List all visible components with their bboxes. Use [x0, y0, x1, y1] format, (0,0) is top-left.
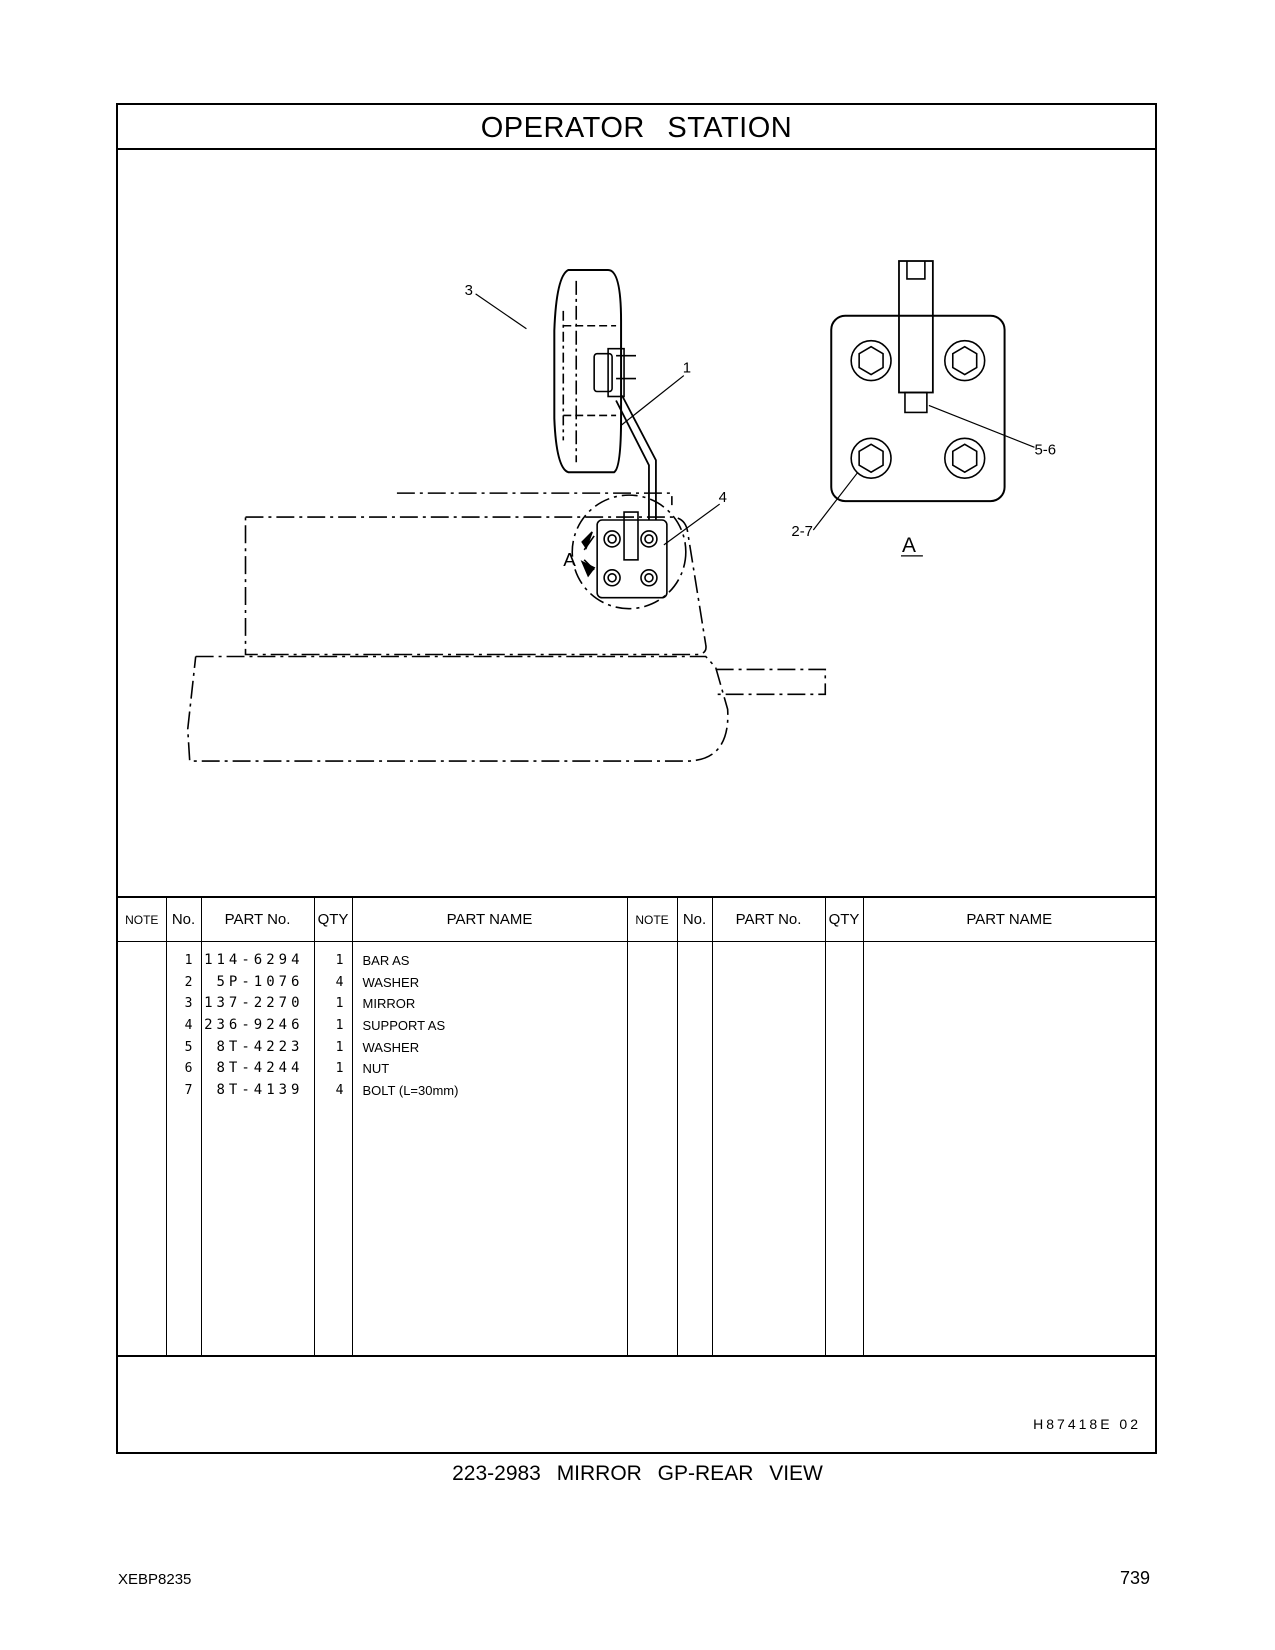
row-part-no: 5P-1076: [216, 973, 304, 990]
col-header-note-2: NOTE: [627, 897, 677, 942]
group-caption: 223-2983 MIRROR GP-REAR VIEW: [452, 1462, 823, 1485]
table-body-row: [118, 942, 1155, 1356]
row-part-name: WASHER: [362, 1039, 420, 1055]
view-a-label: A: [901, 533, 916, 557]
col-header-part-name: PART NAME: [352, 897, 627, 942]
row-no: 3: [184, 996, 193, 1012]
row-part-name: MIRROR: [362, 996, 416, 1012]
col-header-note: NOTE: [118, 897, 166, 942]
row-part-no: 8T-4244: [216, 1060, 304, 1077]
col-header-qty: QTY: [314, 897, 352, 942]
row-no: 5: [184, 1039, 193, 1055]
page-number: 739: [1120, 1568, 1151, 1588]
row-no: 6: [184, 1061, 193, 1077]
qty-column-2: [825, 942, 863, 1356]
callout-3: 3: [464, 281, 473, 299]
row-part-name: BAR AS: [362, 953, 410, 968]
row-qty: 1: [335, 1018, 344, 1034]
row-qty: 1: [335, 996, 344, 1012]
row-no: 1: [184, 953, 193, 968]
page-title: OPERATOR STATION: [118, 105, 1155, 150]
part-name-column: [352, 942, 627, 1356]
callout-1: 1: [682, 359, 692, 377]
mirror-illustration: [554, 270, 656, 520]
illustration-code: H87418E 02: [1033, 1416, 1141, 1432]
row-part-name: SUPPORT AS: [362, 1018, 446, 1034]
document-id: XEBP8235: [118, 1571, 192, 1588]
row-qty: 1: [335, 953, 344, 968]
illustration-code-row: [118, 1355, 1155, 1452]
col-header-qty-2: QTY: [825, 897, 863, 942]
row-qty: 4: [335, 974, 344, 990]
no-column: [166, 942, 201, 1356]
note-column-2: [627, 942, 677, 1356]
callout-4: 4: [718, 489, 727, 507]
qty-column: [314, 942, 352, 1356]
row-qty: 1: [335, 1039, 344, 1055]
cab-outline: [188, 493, 826, 761]
parts-table: [118, 896, 1155, 1355]
row-part-no: 236-9246: [204, 1017, 304, 1034]
view-a-detail: [831, 261, 1004, 501]
callout-5-6: 5-6: [1034, 441, 1057, 459]
col-header-no-2: No.: [677, 897, 712, 942]
row-no: 2: [184, 974, 193, 990]
row-no: 7: [184, 1083, 193, 1099]
parts-diagram: [118, 150, 1155, 897]
part-name-column-2: [863, 942, 1155, 1356]
row-no: 4: [184, 1018, 193, 1034]
col-header-no: No.: [166, 897, 201, 942]
parts-table-wrap: [118, 896, 1155, 1355]
page-frame: [116, 103, 1157, 1454]
col-header-part-no-2: PART No.: [712, 897, 825, 942]
row-part-name: BOLT (L=30mm): [362, 1083, 459, 1099]
row-qty: 4: [335, 1083, 344, 1099]
row-part-no: 8T-4139: [216, 1082, 304, 1099]
table-header-row: [118, 897, 1155, 942]
no-column-2: [677, 942, 712, 1356]
row-part-no: 8T-4223: [216, 1038, 304, 1055]
note-column: [118, 942, 166, 1356]
row-part-name: NUT: [362, 1061, 390, 1077]
row-part-name: WASHER: [362, 974, 420, 990]
callout-a-small: A: [563, 549, 576, 571]
row-part-no: 114-6294: [204, 952, 304, 968]
row-part-no: 137-2270: [204, 995, 304, 1012]
col-header-part-no: PART No.: [201, 897, 314, 942]
part-no-column-2: [712, 942, 825, 1356]
detail-circle: [572, 495, 686, 609]
part-no-column: [201, 942, 314, 1356]
callout-2-7: 2-7: [791, 522, 813, 540]
row-qty: 1: [335, 1061, 344, 1077]
col-header-part-name-2: PART NAME: [863, 897, 1155, 942]
